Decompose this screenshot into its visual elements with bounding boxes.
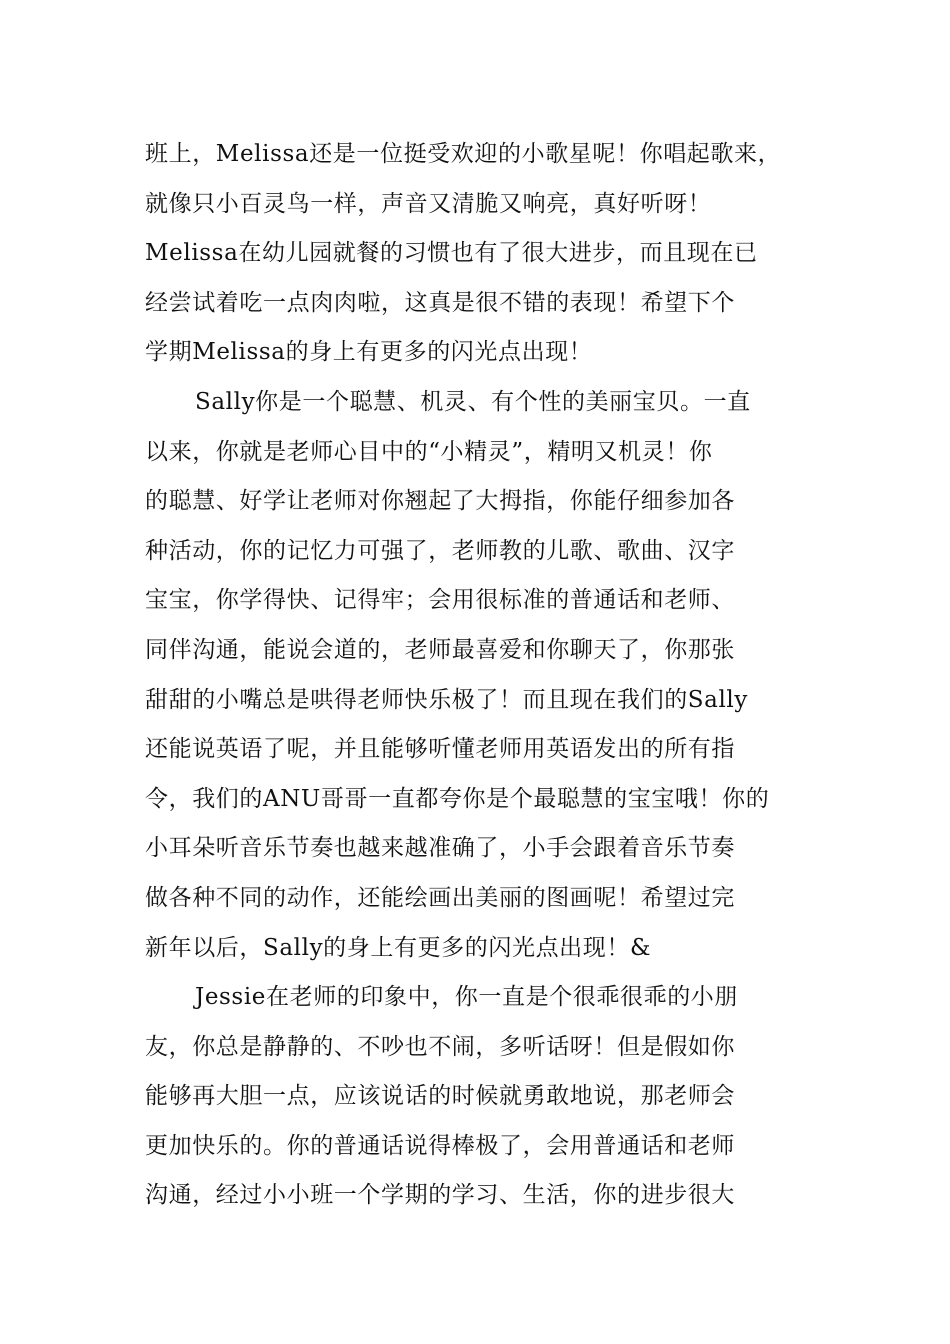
paragraph-start-line: Jessie在老师的印象中，你一直是个很乖很乖的小朋	[195, 984, 739, 1011]
text-line: 以来，你就是老师心目中的“小精灵”，精明又机灵！你	[145, 438, 713, 465]
text-line: 能够再大胆一点，应该说话的时候就勇敢地说，那老师会	[145, 1083, 735, 1110]
text-line: 的聪慧、好学让老师对你翘起了大拇指，你能仔细参加各	[145, 488, 735, 515]
document-body	[145, 130, 815, 1221]
text-line: 宝宝，你学得快、记得牢；会用很标准的普通话和老师、	[145, 587, 735, 614]
text-line: 沟通，经过小小班一个学期的学习、生活，你的进步很大	[145, 1182, 735, 1209]
text-line: 小耳朵听音乐节奏也越来越准确了，小手会跟着音乐节奏	[145, 835, 735, 862]
text-line: 种活动，你的记忆力可强了，老师教的儿歌、歌曲、汉字	[145, 537, 735, 564]
text-line: 学期Melissa的身上有更多的闪光点出现！	[145, 339, 593, 366]
text-line: 更加快乐的。你的普通话说得棒极了，会用普通话和老师	[145, 1132, 735, 1159]
text-line: Melissa在幼儿园就餐的习惯也有了很大进步，而且现在已	[145, 240, 758, 267]
text-line: 友，你总是静静的、不吵也不闹，多听话呀！但是假如你	[145, 1033, 735, 1060]
text-line: 令，我们的ANU哥哥一直都夸你是个最聪慧的宝宝哦！你的	[145, 785, 770, 812]
text-line: 经尝试着吃一点肉肉啦，这真是很不错的表现！希望下个	[145, 289, 735, 316]
text-line: 班上，Melissa还是一位挺受欢迎的小歌星呢！你唱起歌来，	[145, 141, 782, 167]
text-line: 甜甜的小嘴总是哄得老师快乐极了！而且现在我们的Sally	[145, 686, 748, 713]
paragraph-start-line: Sally你是一个聪慧、机灵、有个性的美丽宝贝。一直	[195, 388, 751, 415]
text-line: 做各种不同的动作，还能绘画出美丽的图画呢！希望过完	[145, 884, 735, 911]
text-line: 同伴沟通，能说会道的，老师最喜爱和你聊天了，你那张	[145, 636, 735, 663]
text-line: 还能说英语了呢，并且能够听懂老师用英语发出的所有指	[145, 736, 735, 763]
text-line: 就像只小百灵鸟一样，声音又清脆又响亮，真好听呀！	[145, 190, 712, 217]
text-line: 新年以后，Sally的身上有更多的闪光点出现！&	[145, 934, 652, 961]
